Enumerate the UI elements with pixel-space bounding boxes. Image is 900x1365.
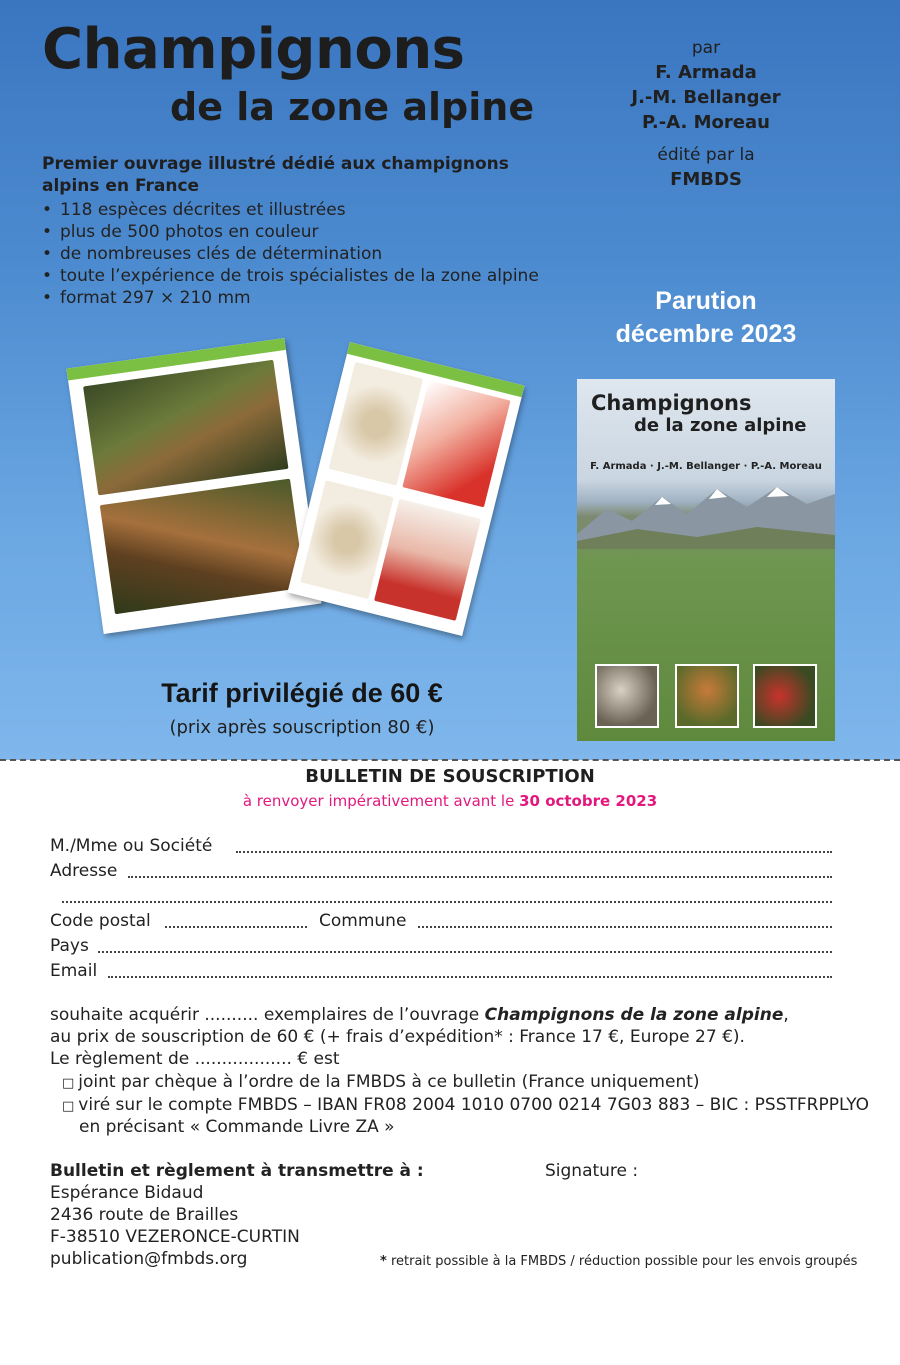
country-field[interactable] (98, 943, 832, 953)
author-name: J.-M. Bellanger (631, 87, 781, 108)
deadline-prefix: à renvoyer impérativement avant le (242, 792, 520, 810)
email-field[interactable] (108, 968, 832, 978)
field-label-country: Pays (50, 936, 89, 956)
release-label: Parution (655, 287, 757, 315)
microscopy-photo (402, 380, 510, 507)
release-month: décembre 2023 (615, 320, 797, 348)
feature-item: • toute l’expérience de trois spécialistes de la zone alpine (42, 265, 539, 287)
footnote-star: * (380, 1254, 387, 1269)
sample-page-photos (66, 338, 321, 634)
cover-thumb-photo (675, 664, 739, 728)
mushroom-photo (100, 479, 305, 615)
cut-line (0, 759, 900, 761)
cover-authors: F. Armada · J.-M. Bellanger · P.-A. Moreau (590, 461, 822, 472)
mountain-illustration (577, 479, 835, 549)
order-text: souhaite acquérir (50, 1005, 205, 1025)
order-text: exemplaires de l’ouvrage (258, 1005, 485, 1025)
option-label: viré sur le compte FMBDS – IBAN FR08 2004 1010 0700 0214 7G03 883 – BIC : PSSTFRPPLYO (78, 1095, 870, 1115)
address-field[interactable] (128, 868, 832, 878)
order-text: Le règlement de (50, 1049, 195, 1069)
par-label: par (691, 38, 721, 58)
deadline-date: 30 octobre 2023 (519, 792, 658, 810)
footnote (380, 1253, 857, 1271)
checkbox[interactable]: □ (62, 1076, 75, 1091)
authors-block (606, 36, 806, 192)
author-name: P.-A. Moreau (642, 112, 770, 133)
feature-item: • format 297 × 210 mm (42, 287, 539, 309)
order-line-3 (50, 1048, 340, 1070)
payment-option-cheque[interactable] (62, 1071, 700, 1095)
send-address (50, 1182, 300, 1270)
order-text: , (783, 1005, 789, 1025)
field-label-address: Adresse (50, 861, 118, 881)
form-deadline (0, 791, 900, 811)
cover-thumb-photo (595, 664, 659, 728)
signature-label: Signature : (545, 1161, 639, 1181)
commune-field[interactable] (418, 918, 832, 928)
feature-list (42, 199, 539, 309)
option-label-cont: en précisant « Commande Livre ZA » (79, 1117, 395, 1137)
address-line: F-38510 VEZERONCE-CURTIN (50, 1227, 300, 1247)
quantity-field[interactable]: .......... (204, 1005, 259, 1025)
author-name: F. Armada (655, 62, 757, 83)
field-label-name: M./Mme ou Société (50, 836, 213, 856)
order-line-1 (50, 1004, 789, 1026)
cover-title-line-2: de la zone alpine (634, 415, 807, 436)
address-line: 2436 route de Brailles (50, 1205, 239, 1225)
checkbox[interactable]: □ (62, 1099, 75, 1114)
form-title: BULLETIN DE SOUSCRIPTION (305, 766, 595, 787)
footnote-text: retrait possible à la FMBDS / réduction possible pour les envois groupés (386, 1254, 858, 1269)
address-field-2[interactable] (62, 893, 832, 903)
price-main: Tarif privilégié de 60 € (161, 678, 443, 708)
email-address: publication@fmbds.org (50, 1249, 248, 1269)
field-label-commune: Commune (319, 911, 407, 931)
feature-item: • de nombreuses clés de détermination (42, 243, 539, 265)
edited-by-label: édité par la (657, 145, 755, 165)
cover-thumb-photo (753, 664, 817, 728)
price-sub: (prix après souscription 80 €) (169, 717, 435, 738)
book-title: Champignons de la zone alpine (484, 1005, 784, 1025)
mushroom-photo (83, 360, 288, 496)
title-line-2: de la zone alpine (170, 85, 535, 129)
address-line: Espérance Bidaud (50, 1183, 204, 1203)
sample-page-microscopy (287, 342, 524, 636)
title-line-1: Champignons (42, 17, 465, 82)
order-text: € est (291, 1049, 340, 1069)
postal-code-field[interactable] (165, 918, 307, 928)
amount-field[interactable]: .................. (194, 1049, 292, 1069)
name-field[interactable] (236, 843, 832, 853)
microscopy-photo (374, 499, 481, 621)
release-date (596, 285, 816, 351)
field-label-email: Email (50, 961, 98, 981)
book-cover (577, 379, 835, 741)
option-label: joint par chèque à l’ordre de la FMBDS à ce bulletin (France uniquement) (78, 1072, 700, 1092)
order-line-2: au prix de souscription de 60 € (+ frais d’expédition* : France 17 €, Europe 27 €). (50, 1027, 745, 1047)
field-label-postal: Code postal (50, 911, 151, 931)
payment-option-transfer[interactable] (62, 1094, 869, 1118)
feature-item: • plus de 500 photos en couleur (42, 221, 539, 243)
feature-item: • 118 espèces décrites et illustrées (42, 199, 539, 221)
send-to-title: Bulletin et règlement à transmettre à : (50, 1161, 424, 1181)
intro-lead: Premier ouvrage illustré dédié aux champignons alpins en France (42, 154, 509, 196)
cover-title-line-1: Champignons (591, 391, 752, 415)
publisher-name: FMBDS (670, 169, 742, 190)
